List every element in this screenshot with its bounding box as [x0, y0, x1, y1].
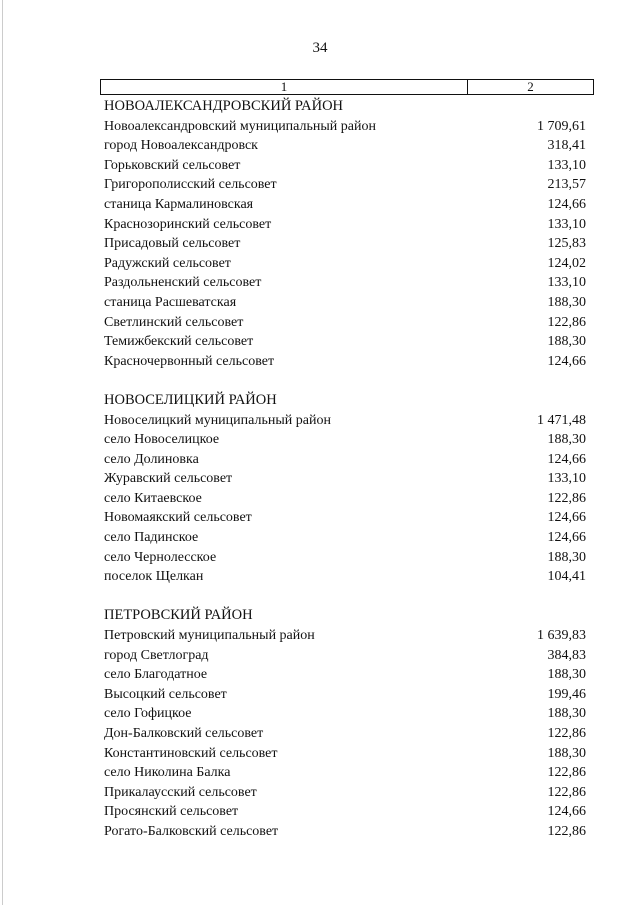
territory-value: 1 709,61	[537, 118, 586, 134]
territory-name: Светлинский сельсовет	[104, 314, 244, 330]
territory-value: 188,30	[547, 432, 586, 448]
table-row	[104, 293, 586, 313]
territory-value: 133,10	[547, 157, 586, 173]
table-row	[104, 175, 586, 195]
column-header-2: 2	[527, 79, 534, 94]
territory-value: 213,57	[547, 177, 586, 193]
table-row	[104, 744, 586, 764]
section-title: НОВОАЛЕКСАНДРОВСКИЙ РАЙОН	[104, 98, 344, 114]
table-row	[104, 469, 586, 489]
table-row	[104, 685, 586, 705]
table-row	[104, 802, 586, 822]
section-title: ПЕТРОВСКИЙ РАЙОН	[104, 607, 253, 624]
table-row	[104, 234, 586, 254]
table-row	[104, 117, 586, 137]
table-row	[104, 136, 586, 156]
table-row	[104, 783, 586, 803]
territory-name: Высоцкий сельсовет	[104, 686, 227, 702]
territory-name: Красночервонный сельсовет	[104, 353, 275, 369]
territory-name: село Падинское	[104, 530, 199, 546]
table-row	[104, 313, 586, 333]
territory-name: Радужский сельсовет	[104, 255, 231, 271]
territory-name: село Чернолесское	[104, 549, 217, 565]
section-title: НОВОСЕЛИЦКИЙ РАЙОН	[104, 391, 277, 408]
territory-value: 188,30	[547, 745, 586, 761]
territory-value: 133,10	[547, 275, 586, 291]
table-row	[104, 430, 586, 450]
territory-value: 188,30	[547, 334, 586, 350]
territory-value: 124,66	[547, 353, 586, 369]
territory-name: Новоселицкий муниципальный район	[104, 412, 331, 428]
table-row	[104, 411, 586, 431]
territory-value: 384,83	[547, 647, 586, 663]
territory-name: Темижбекский сельсовет	[104, 334, 254, 350]
territory-name: город Светлоград	[104, 647, 209, 663]
territory-name: село Благодатное	[104, 667, 208, 683]
territory-name: станица Кармалиновская	[104, 196, 254, 212]
territory-name: Дон-Балковский сельсовет	[104, 726, 264, 741]
territory-value: 1 471,48	[537, 412, 586, 428]
territory-value: 133,10	[547, 471, 586, 487]
territory-name: Прикалаусский сельсовет	[104, 784, 257, 800]
territory-value: 122,86	[547, 765, 586, 781]
territory-value: 124,02	[547, 255, 586, 271]
table-row	[104, 450, 586, 470]
territory-value: 124,66	[547, 451, 586, 467]
territory-name: Новомаякский сельсовет	[104, 510, 252, 526]
territory-value: 122,86	[547, 726, 586, 741]
territory-value: 188,30	[547, 294, 586, 310]
table-row	[104, 548, 586, 568]
district-table	[104, 97, 586, 842]
territory-value: 133,10	[547, 216, 586, 232]
table-row	[104, 195, 586, 215]
territory-name: Петровский муниципальный район	[104, 628, 315, 644]
table-row	[104, 273, 586, 293]
territory-name: Краснозоринский сельсовет	[104, 216, 272, 232]
table-row	[104, 254, 586, 274]
territory-value: 122,86	[547, 784, 586, 800]
territory-name: Новоалександровский муниципальный район	[104, 118, 376, 134]
territory-name: Раздольненский сельсовет	[104, 275, 262, 291]
section-spacer	[104, 371, 586, 391]
territory-name: Константиновский сельсовет	[104, 745, 278, 761]
table-row	[104, 646, 586, 666]
table-row	[104, 626, 586, 646]
table-row	[104, 822, 586, 842]
table-column-header	[100, 79, 594, 95]
table-row	[104, 508, 586, 528]
territory-name: Рогато-Балковский сельсовет	[104, 823, 279, 839]
scan-edge-mark	[2, 0, 3, 905]
table-row	[104, 724, 586, 744]
territory-name: город Новоалександровск	[104, 138, 258, 154]
territory-name: поселок Щелкан	[104, 569, 204, 585]
territory-value: 125,83	[547, 236, 586, 252]
territory-value: 122,86	[547, 490, 586, 506]
territory-name: Горьковский сельсовет	[104, 157, 241, 173]
territory-value: 122,86	[547, 314, 586, 330]
territory-value: 1 639,83	[537, 628, 586, 644]
table-row	[104, 528, 586, 548]
table-row	[104, 332, 586, 352]
territory-value: 124,66	[547, 196, 586, 212]
territory-name: Просянский сельсовет	[104, 804, 239, 820]
territory-value: 188,30	[547, 549, 586, 565]
table-row	[104, 763, 586, 783]
territory-name: село Гофицкое	[104, 706, 192, 722]
table-row	[104, 215, 586, 235]
territory-name: село Николина Балка	[104, 765, 231, 781]
territory-name: Присадовый сельсовет	[104, 236, 241, 252]
table-row	[104, 156, 586, 176]
table-row	[104, 665, 586, 685]
territory-value: 122,86	[547, 823, 586, 839]
territory-value: 188,30	[547, 667, 586, 683]
table-row	[104, 704, 586, 724]
page-number: 34	[312, 40, 328, 56]
table-row	[104, 489, 586, 509]
territory-value: 124,66	[547, 510, 586, 526]
territory-name: село Китаевское	[104, 490, 202, 506]
table-row	[104, 352, 586, 372]
column-header-1: 1	[101, 80, 468, 94]
territory-value: 199,46	[547, 686, 586, 702]
section-spacer	[104, 587, 586, 607]
territory-value: 188,30	[547, 706, 586, 722]
territory-name: Журавский сельсовет	[104, 471, 233, 487]
territory-name: село Долиновка	[104, 451, 199, 467]
territory-name: станица Расшеватская	[104, 294, 237, 310]
territory-value: 124,66	[547, 804, 586, 820]
territory-name: Григорополисский сельсовет	[104, 177, 277, 193]
table-row	[104, 567, 586, 587]
territory-name: село Новоселицкое	[104, 432, 220, 448]
territory-value: 104,41	[547, 569, 586, 585]
territory-value: 318,41	[547, 138, 586, 154]
territory-value: 124,66	[547, 530, 586, 546]
